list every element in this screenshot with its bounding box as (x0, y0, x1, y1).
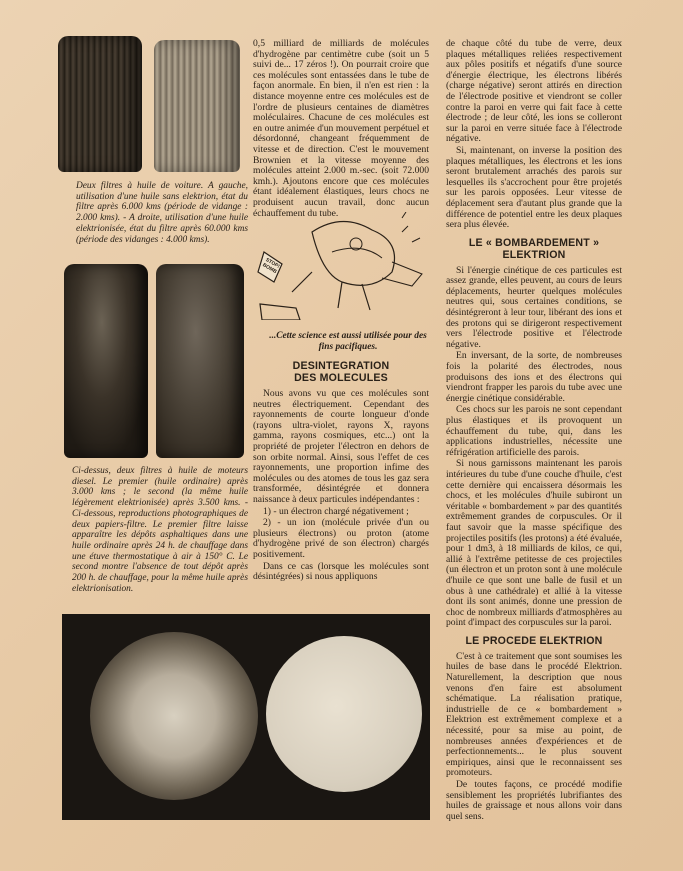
filters-top-caption: Deux filtres à huile de voiture. A gauche, utilisation d'une huile sans elektrion, état du filtre après 6.000 kms (période de vidange : 2.000 kms). - A droite, utilisation d'une huile elektrionisée, état du filtre après 60.000 kms (période des vidanges : 4.000 kms). (76, 181, 248, 245)
middle-column (253, 39, 429, 220)
middle-item-1: 1) - un électron chargé négativement ; (263, 505, 409, 517)
right-paragraph-4: En inversant, de la sorte, de nombreuses fois la polarité des électrodes, nous produisons des ions et des électrons qui viendront frapper les parois du tube avec une énergie cinétique considérable. (446, 350, 622, 404)
desintegration-heading-line-2: DES MOLECULES (294, 372, 388, 384)
rocket-cartoon (252, 212, 430, 320)
right-paragraph-6: Si nous garnissons maintenant les parois intérieures du tube d'une couche d'huile, c'est cette dernière qui encaissera désormais les chocs, et les molécules d'huile subiront un véritable « bombardement » par des quantités extrêmement grandes de corpuscules. Or il faut savoir que la masse spécifique des projectiles positifs (les protons) a été évaluée, pour 1 dm3, à 18 milliards de kilos, ce qui, allié à l'extrême petitesse de ces projectiles (un électron et un proton sont à une molécule d'huile ce que sont une balle de fusil et un obus à une cathédrale) et allié à la vitesse dont ils sont animés, donne une pression de choc de nombreux milliards d'atmosphères au point d'impact des corpuscules sur la paroi. (446, 458, 622, 629)
middle-item-2: 2) - un ion (molécule privée d'un ou plusieurs électrons) ou proton (atome d'hydrogène privé de son électron) chargés positivement. (253, 517, 429, 560)
filters-diesel-caption: Ci-dessus, deux filtres à huile de moteurs diesel. Le premier (huile ordinaire) après 3.000 kms ; le second (la même huile légèrement elektrionisée) après 3.500 kms. - Ci-dessous, reproductions photographiques de deux papiers-filtre. Le premier filtre laisse apparaître les dépôts asphaltiques dans une huile ordinaire après 24 h. de chauffage dans une étuve thermostatique à air à 150° C. Le second montre l'absence de tout dépôt après 200 h. de chauffage, pour la même huile après elektrionisation. (72, 466, 248, 594)
desintegration-heading-line-1: DESINTEGRATION (292, 360, 390, 372)
right-paragraph-5: Ces chocs sur les parois ne sont cependant plus élastiques et ils provoquent un échauffement du tube, qui, dans les applications industrielles, nécessite une réfrigération artificielle des parois. (446, 404, 622, 458)
desintegration-heading (253, 360, 429, 384)
clean-filter-image (154, 40, 240, 172)
middle-column-lower (253, 360, 429, 584)
car-filters-photo (52, 34, 244, 176)
filter-papers-photo (62, 614, 430, 820)
bombardement-heading-line-2: ELEKTRION (502, 248, 566, 261)
right-paragraph-2: Si, maintenant, on inverse la position des plaques métalliques, les électrons et les ions seront brutalement arrachés des parois sur lesquelles ils s'accrochent pour être projetés sur les parois opposées. Leur vitesse de déplacement sera d'autant plus grande que la différence de potentiel entre les deux plaques sera plus élevée. (446, 144, 622, 231)
right-paragraph-1: de chaque côté du tube de verre, deux plaques métalliques reliées respectivement aux pôles positifs et négatifs d'une source d'énergie électrique, les électrons libérés (charge négative) seront attirés en direction de l'électrode positive et viendront se coller contre la paroi en verre qui fait face à cette électrode ; de leur côté, les ions se colleront sur la paroi en verre située face à l'électrode négative. (446, 38, 622, 145)
middle-paragraph-1: 0,5 milliard de milliards de molécules d'hydrogène par centimètre cube (soit un 5 suivi de... 17 zéros !). On pourrait croire que ces molécules sont entassées dans le tube de façon anormale. En bien, il n'en est rien : la distance moyenne entre ces molécules est de l'ordre de plusieurs centaines de diamètres moléculaires. Chacune de ces molécules est en outre animée d'un mouvement perpétuel et désordonné, changeant fréquemment de vitesse et de direction. C'est le mouvement Brownien et la vitesse moyenne des molécules atteint 2.000 m.-sec. (soit 72.000 kmh.). Ajoutons encore que ces molécules étant idéalement élastiques, leurs chocs ne produisent aucun travail, donc aucun échauffement du tube. (253, 38, 429, 219)
cartoon-caption: ...Cette science est aussi utilisée pour des fins pacifiques. (269, 331, 427, 352)
right-paragraph-7: C'est à ce traitement que sont soumises les huiles de base dans le procédé Elektrion. Naturellement, la description que nous venons d'en faire est absolument schématique. La réalisation pratique, industrielle de ce « bombardement » Elektrion est extrêmement complexe et a nécessité, pour sa mise au point, de nombreuses années d'expériences et de perfectionnements... le plus souvent empiriques, ainsi que le reconnaissent ses promoteurs. (446, 650, 622, 779)
dirty-filter-image (58, 36, 142, 172)
procede-heading: LE PROCEDE ELEKTRION (465, 634, 603, 647)
diesel-filters-photo (64, 264, 244, 460)
middle-paragraph-2: Nous avons vu que ces molécules sont neutres électriquement. Cependant des rayonnements de courte longueur d'onde (rayons ultra-violet, rayons X, rayons gamma, rayons cosmiques, etc...) ont la propriété de projeter l'électron en dehors de son orbite normal. Ainsi, sous l'effet de ces rayonnements, une proportion infime des molécules ou des atomes de tous les gaz sera transformée, désintégrée et donnera naissance à deux particules indépendantes : (253, 388, 429, 505)
right-paragraph-3: Si l'énergie cinétique de ces particules est assez grande, elles peuvent, au cours de leurs déplacements, heurter quelques molécules neutres qui, sous certaines conditions, se désintégreront à leur tour, libérant des ions et des protons qui se dirigeront respectivement vers l'électrode positive et l'électrode négative. (446, 264, 622, 350)
bombardement-heading-line-1: LE « BOMBARDEMENT » (468, 236, 600, 249)
diesel-filter-ordinary-image (64, 264, 148, 458)
bombardement-heading (446, 237, 622, 261)
right-paragraph-8: De toutes façons, ce procédé modifie sensiblement les propriétés lubrifiantes des huiles de graissage et nous allons voir dans quel sens. (446, 779, 622, 822)
stop-sign: STOP! BOMB (261, 256, 281, 276)
paper-with-deposits-image (90, 632, 258, 800)
diesel-filter-elektrion-image (156, 264, 244, 458)
clean-paper-image (266, 636, 422, 792)
middle-paragraph-3: Dans ce cas (lorsque les molécules sont désintégrées) si nous appliquons (253, 560, 429, 583)
right-column (446, 39, 622, 823)
